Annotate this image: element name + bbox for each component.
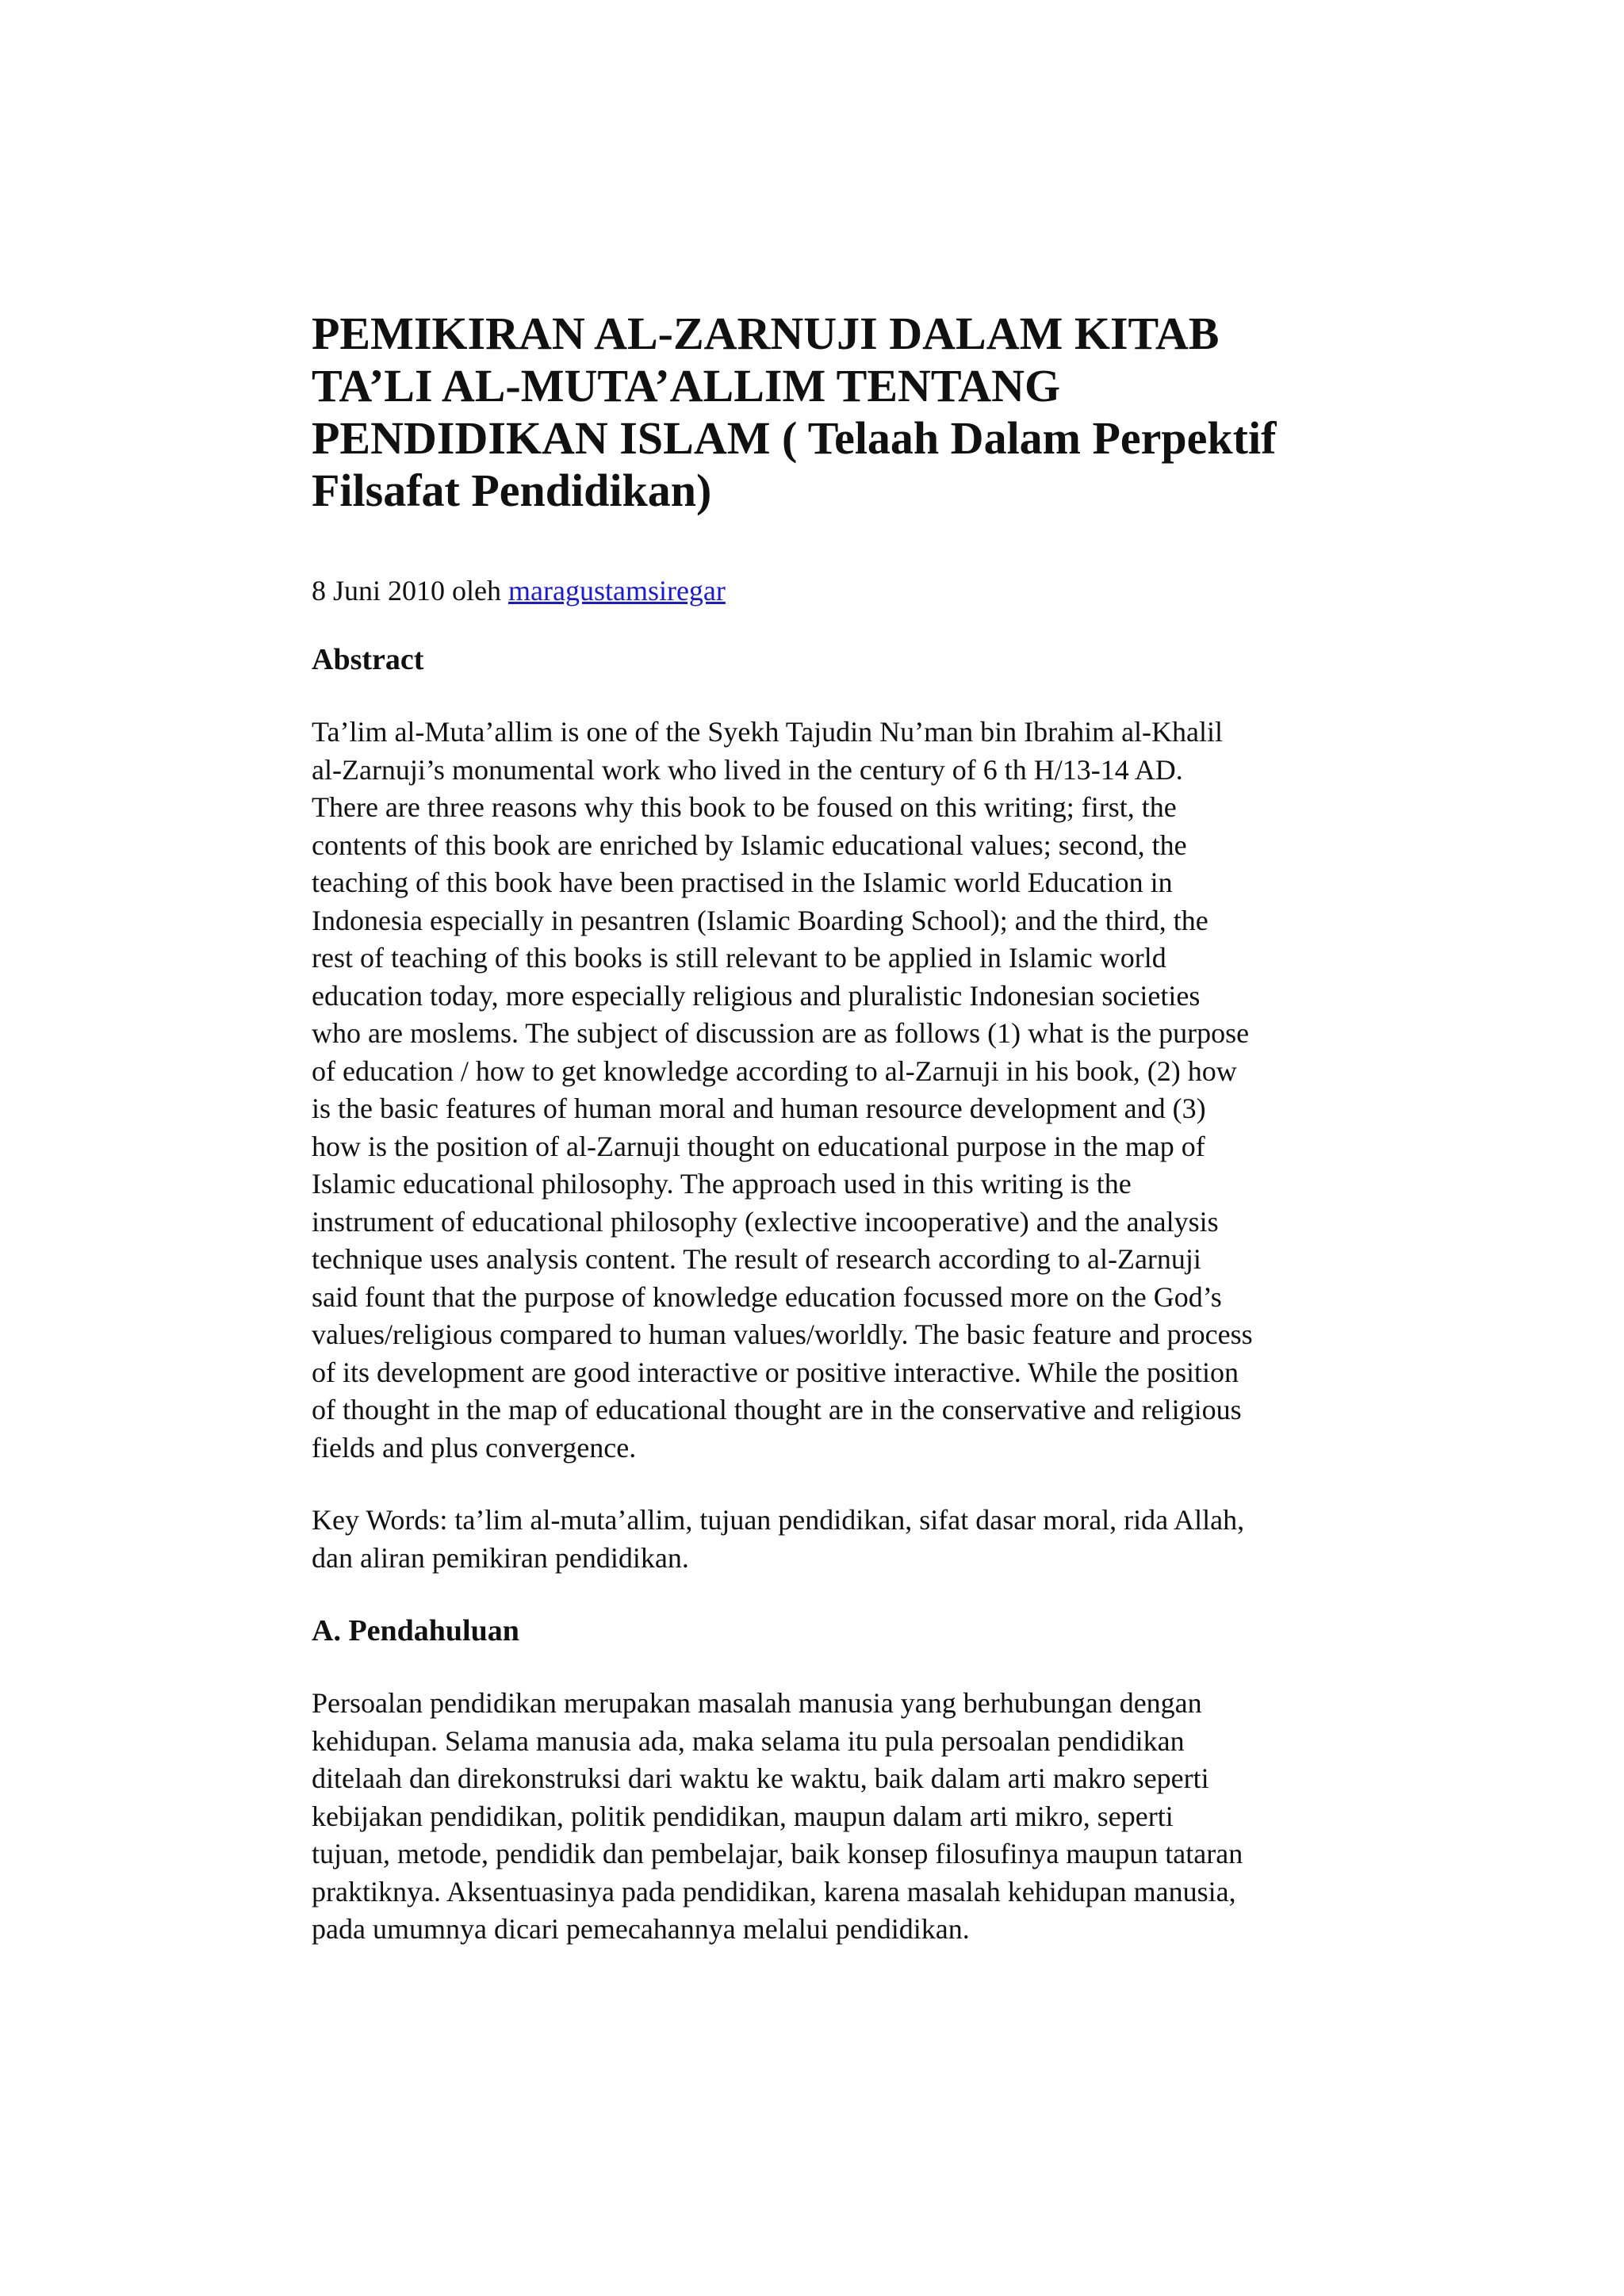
document-page bbox=[312, 308, 1398, 1949]
title-line: TA’LI AL-MUTA’ALLIM TENTANG bbox=[312, 360, 1061, 411]
publish-date: 8 Juni 2010 bbox=[312, 575, 446, 607]
text-line: education today, more especially religious and pluralistic Indonesian societies bbox=[312, 979, 1201, 1012]
text-line: kebijakan pendidikan, politik pendidikan, maupun dalam arti mikro, seperti bbox=[312, 1800, 1174, 1832]
text-line: Ta’lim al-Muta’allim is one of the Syekh Tajudin Nu’man bin Ibrahim al-Khalil bbox=[312, 716, 1224, 748]
text-line: technique uses analysis content. The result of research according to al-Zarnuji bbox=[312, 1243, 1201, 1275]
article-title bbox=[312, 308, 1398, 517]
author-link[interactable]: maragustamsiregar bbox=[508, 575, 726, 607]
text-line: contents of this book are enriched by Islamic educational values; second, the bbox=[312, 828, 1187, 861]
text-line: praktiknya. Aksentuasinya pada pendidikan, karena masalah kehidupan manusia, bbox=[312, 1875, 1236, 1908]
text-line: Key Words: ta’lim al-muta’allim, tujuan pendidikan, sifat dasar moral, rida Allah, bbox=[312, 1504, 1245, 1536]
text-line: is the basic features of human moral and human resource development and (3) bbox=[312, 1093, 1206, 1124]
text-line: Persoalan pendidikan merupakan masalah manusia yang berhubungan dengan bbox=[312, 1687, 1202, 1719]
keywords-paragraph bbox=[312, 1502, 1398, 1577]
article-meta bbox=[312, 572, 1398, 609]
text-line: There are three reasons why this book to be foused on this writing; first, the bbox=[312, 791, 1177, 823]
text-line: how is the position of al-Zarnuji thought on educational purpose in the map of bbox=[312, 1130, 1205, 1162]
section-a-paragraph bbox=[312, 1685, 1398, 1949]
text-line: instrument of educational philosophy (exlective incooperative) and the analysis bbox=[312, 1205, 1219, 1238]
text-line: of its development are good interactive or positive interactive. While the position bbox=[312, 1356, 1239, 1388]
text-line: tujuan, metode, pendidik dan pembelajar, baik konsep filosufinya maupun tataran bbox=[312, 1838, 1243, 1869]
text-line: Indonesia especially in pesantren (Islamic Boarding School); and the third, the bbox=[312, 904, 1208, 936]
text-line: of thought in the map of educational thought are in the conservative and religious bbox=[312, 1394, 1242, 1425]
text-line: pada umumnya dicari pemecahannya melalui pendidikan. bbox=[312, 1913, 970, 1945]
title-line: PEMIKIRAN AL-ZARNUJI DALAM KITAB bbox=[312, 308, 1220, 359]
text-line: Islamic educational philosophy. The approach used in this writing is the bbox=[312, 1168, 1132, 1200]
text-line: who are moslems. The subject of discussion are as follows (1) what is the purpose bbox=[312, 1017, 1250, 1049]
text-line: values/religious compared to human values/worldly. The basic feature and process bbox=[312, 1318, 1253, 1350]
text-line: ditelaah dan direkonstruksi dari waktu ke waktu, baik dalam arti makro seperti bbox=[312, 1762, 1209, 1794]
abstract-paragraph bbox=[312, 714, 1398, 1467]
text-line: said fount that the purpose of knowledge education focussed more on the God’s bbox=[312, 1280, 1222, 1313]
text-line: teaching of this book have been practised in the Islamic world Education in bbox=[312, 867, 1173, 898]
text-line: kehidupan. Selama manusia ada, maka selama itu pula persoalan pendidikan bbox=[312, 1724, 1185, 1757]
title-line: PENDIDIKAN ISLAM ( Telaah Dalam Perpektif bbox=[312, 412, 1277, 464]
byline-word: oleh bbox=[452, 575, 501, 607]
abstract-heading: Abstract bbox=[312, 643, 424, 676]
text-line: al-Zarnuji’s monumental work who lived in the century of 6 th H/13-14 AD. bbox=[312, 753, 1183, 786]
section-a-heading: A. Pendahuluan bbox=[312, 1614, 519, 1647]
text-line: of education / how to get knowledge according to al-Zarnuji in his book, (2) how bbox=[312, 1054, 1237, 1087]
text-line: rest of teaching of this books is still relevant to be applied in Islamic world bbox=[312, 942, 1166, 974]
text-line: fields and plus convergence. bbox=[312, 1431, 637, 1464]
title-line: Filsafat Pendidikan) bbox=[312, 465, 712, 516]
text-line: dan aliran pemikiran pendidikan. bbox=[312, 1541, 689, 1574]
